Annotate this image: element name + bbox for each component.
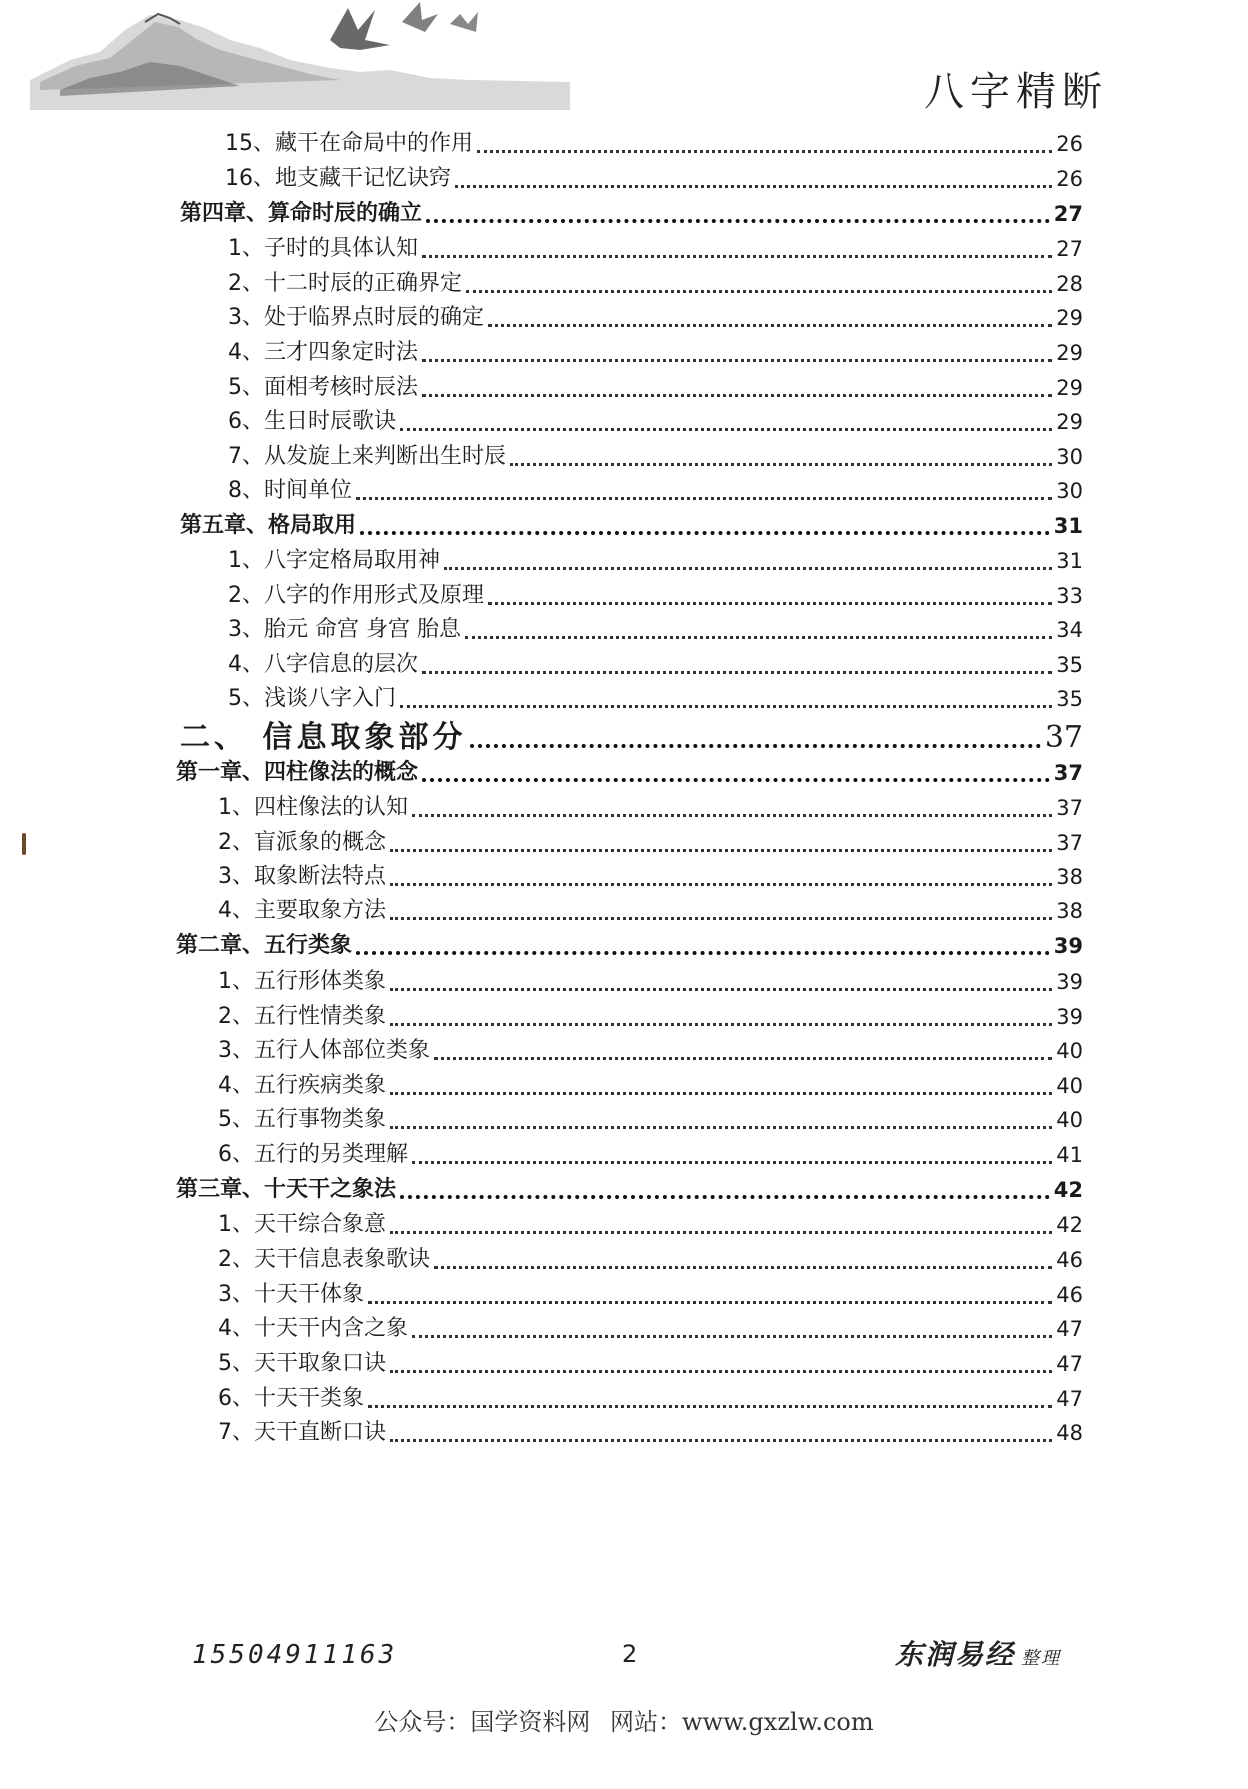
- toc-entry-page: 38: [1056, 865, 1083, 889]
- toc-entry-title: 8、时间单位: [228, 478, 352, 503]
- toc-entry-title: 第四章、算命时辰的确立: [180, 201, 423, 226]
- toc-leader-dots: [390, 1022, 1052, 1026]
- toc-entry-title: 3、取象断法特点: [218, 864, 386, 889]
- toc-entry-title: 3、五行人体部位类象: [218, 1038, 430, 1063]
- toc-entry-title: 1、八字定格局取用神: [228, 548, 440, 573]
- toc-entry-title: 1、五行形体类象: [218, 969, 386, 994]
- toc-part-entry[interactable]: [180, 718, 1083, 758]
- toc-entry-title: 3、十天干体象: [218, 1282, 364, 1307]
- toc-leader-dots: [455, 184, 1052, 188]
- toc-section-entry[interactable]: [228, 302, 1083, 334]
- book-title: 八字精断: [924, 69, 1108, 115]
- toc-entry-title: 5、浅谈八字入门: [228, 686, 396, 711]
- toc-leader-dots: [444, 566, 1052, 570]
- toc-entry-title: 第二章、五行类象: [176, 933, 353, 958]
- toc-chapter-entry[interactable]: [176, 1174, 1083, 1206]
- toc-section-entry[interactable]: [225, 163, 1083, 195]
- toc-entry-title: 2、盲派象的概念: [218, 830, 386, 855]
- toc-section-entry[interactable]: [218, 861, 1083, 893]
- toc-entry-title: 2、八字的作用形式及原理: [228, 583, 484, 608]
- toc-section-entry[interactable]: [218, 1001, 1083, 1033]
- wechat-account: 公众号：国学资料网: [374, 1708, 591, 1736]
- toc-entry-page: 26: [1056, 132, 1083, 156]
- toc-leader-dots: [422, 777, 1050, 782]
- toc-leader-dots: [470, 743, 1040, 748]
- website-link[interactable]: 网站：www.gxzlw.com: [610, 1708, 874, 1736]
- toc-entry-page: 35: [1056, 653, 1083, 677]
- toc-entry-page: 39: [1056, 1005, 1083, 1029]
- toc-leader-dots: [390, 1369, 1052, 1373]
- toc-leader-dots: [477, 149, 1052, 153]
- toc-entry-title: 第五章、格局取用: [180, 513, 357, 538]
- toc-entry-page: 27: [1056, 237, 1083, 261]
- toc-leader-dots: [426, 218, 1050, 223]
- toc-leader-dots: [466, 289, 1052, 293]
- toc-leader-dots: [422, 254, 1052, 258]
- toc-entry-page: 40: [1056, 1039, 1083, 1063]
- toc-section-entry[interactable]: [218, 1244, 1083, 1276]
- toc-section-entry[interactable]: [228, 337, 1083, 369]
- toc-entry-page: 29: [1056, 306, 1083, 330]
- toc-entry-title: 16、地支藏干记忆诀窍: [225, 166, 451, 191]
- toc-leader-dots: [390, 848, 1052, 852]
- toc-entry-title: 7、从发旋上来判断出生时辰: [228, 444, 506, 469]
- toc-entry-title: 4、五行疾病类象: [218, 1073, 386, 1098]
- toc-leader-dots: [465, 635, 1052, 639]
- toc-leader-dots: [368, 1404, 1052, 1408]
- toc-entry-title: 4、十天干内含之象: [218, 1316, 408, 1341]
- toc-entry-title: 6、生日时辰歌诀: [228, 409, 396, 434]
- toc-entry-page: 29: [1056, 410, 1083, 434]
- toc-entry-page: 33: [1056, 584, 1083, 608]
- toc-entry-title: 4、三才四象定时法: [228, 340, 418, 365]
- toc-entry-page: 46: [1056, 1283, 1083, 1307]
- toc-leader-dots: [422, 393, 1052, 397]
- toc-entry-title: 4、主要取象方法: [218, 898, 386, 923]
- toc-section-entry[interactable]: [218, 1139, 1083, 1171]
- toc-entry-page: 30: [1056, 479, 1083, 503]
- toc-entry-page: 39: [1053, 934, 1083, 958]
- toc-leader-dots: [356, 950, 1050, 955]
- toc-section-entry[interactable]: [218, 1104, 1083, 1136]
- toc-entry-title: 第一章、四柱像法的概念: [176, 760, 419, 785]
- toc-section-entry[interactable]: [218, 1209, 1083, 1241]
- toc-entry-page: 42: [1053, 1178, 1083, 1202]
- toc-section-entry[interactable]: [228, 614, 1083, 646]
- toc-entry-title: 2、五行性情类象: [218, 1004, 386, 1029]
- phone-number: 15504911163: [192, 1640, 398, 1670]
- toc-leader-dots: [390, 916, 1052, 920]
- toc-section-entry[interactable]: [218, 966, 1083, 998]
- toc-entry-title: 1、四柱像法的认知: [218, 795, 408, 820]
- toc-leader-dots: [412, 1334, 1052, 1338]
- toc-section-entry[interactable]: [228, 406, 1083, 438]
- toc-leader-dots: [488, 601, 1052, 605]
- toc-leader-dots: [434, 1265, 1052, 1269]
- toc-entry-title: 1、天干综合象意: [218, 1212, 386, 1237]
- toc-entry-title: 5、面相考核时辰法: [228, 375, 418, 400]
- toc-section-entry[interactable]: [228, 545, 1083, 577]
- toc-entry-title: 4、八字信息的层次: [228, 652, 418, 677]
- toc-entry-page: 40: [1056, 1108, 1083, 1132]
- toc-entry-page: 29: [1056, 341, 1083, 365]
- toc-leader-dots: [434, 1056, 1052, 1060]
- toc-entry-page: 28: [1056, 272, 1083, 296]
- toc-leader-dots: [390, 1438, 1052, 1442]
- toc-entry-title: 第三章、十天干之象法: [176, 1177, 397, 1202]
- toc-section-entry[interactable]: [218, 1348, 1083, 1380]
- toc-entry-page: 29: [1056, 376, 1083, 400]
- toc-entry-page: 35: [1056, 687, 1083, 711]
- page-number: 2: [622, 1640, 638, 1668]
- toc-entry-page: 40: [1056, 1074, 1083, 1098]
- toc-section-entry[interactable]: [228, 233, 1083, 265]
- toc-entry-page: 38: [1056, 899, 1083, 923]
- toc-entry-title: 5、天干取象口诀: [218, 1351, 386, 1376]
- toc-section-entry[interactable]: [228, 475, 1083, 507]
- toc-leader-dots: [356, 496, 1052, 500]
- toc-section-entry[interactable]: [218, 827, 1083, 859]
- toc-chapter-entry[interactable]: [176, 757, 1083, 789]
- toc-leader-dots: [400, 704, 1052, 708]
- toc-section-entry[interactable]: [228, 268, 1083, 300]
- toc-leader-dots: [390, 987, 1052, 991]
- toc-entry-title: 15、藏干在命局中的作用: [225, 131, 473, 156]
- toc-entry-page: 41: [1056, 1143, 1083, 1167]
- toc-leader-dots: [412, 813, 1052, 817]
- toc-entry-title: 7、天干直断口诀: [218, 1420, 386, 1445]
- toc-entry-page: 47: [1056, 1387, 1083, 1411]
- toc-leader-dots: [360, 530, 1050, 535]
- toc-entry-page: 34: [1056, 618, 1083, 642]
- publisher-name: 东润易经: [895, 1638, 1016, 1671]
- toc-entry-title: 3、胎元 命宫 身宫 胎息: [228, 617, 461, 642]
- toc-leader-dots: [390, 1091, 1052, 1095]
- toc-chapter-entry[interactable]: [176, 930, 1083, 962]
- toc-leader-dots: [390, 882, 1052, 886]
- toc-section-entry[interactable]: [218, 1035, 1083, 1067]
- toc-section-entry[interactable]: [218, 1383, 1083, 1415]
- toc-section-entry[interactable]: [218, 1313, 1083, 1345]
- toc-leader-dots: [400, 427, 1052, 431]
- source-watermark: [0, 1702, 1248, 1737]
- toc-leader-dots: [390, 1230, 1052, 1234]
- toc-entry-title: 1、子时的具体认知: [228, 236, 418, 261]
- toc-section-entry[interactable]: [228, 683, 1083, 715]
- toc-section-entry[interactable]: [218, 1417, 1083, 1449]
- toc-entry-page: 37: [1056, 796, 1083, 820]
- toc-leader-dots: [422, 670, 1052, 674]
- toc-section-entry[interactable]: [218, 1279, 1083, 1311]
- toc-entry-page: 46: [1056, 1248, 1083, 1272]
- toc-entry-title: 2、十二时辰的正确界定: [228, 271, 462, 296]
- toc-section-entry[interactable]: [228, 372, 1083, 404]
- publisher-note: 整理: [1021, 1648, 1062, 1669]
- toc-entry-page: 31: [1053, 514, 1083, 538]
- toc-entry-title: 2、天干信息表象歌诀: [218, 1247, 430, 1272]
- toc-section-entry[interactable]: [228, 649, 1083, 681]
- toc-chapter-entry[interactable]: [180, 510, 1083, 542]
- toc-leader-dots: [510, 462, 1052, 466]
- toc-entry-page: 37: [1053, 761, 1083, 785]
- toc-leader-dots: [422, 358, 1052, 362]
- toc-leader-dots: [368, 1300, 1052, 1304]
- toc-leader-dots: [390, 1125, 1052, 1129]
- toc-section-entry[interactable]: [228, 441, 1083, 473]
- toc-leader-dots: [400, 1194, 1050, 1199]
- publisher-signature: [895, 1633, 1061, 1673]
- toc-section-entry[interactable]: [228, 580, 1083, 612]
- toc-entry-title: 6、十天干类象: [218, 1386, 364, 1411]
- toc-leader-dots: [412, 1160, 1052, 1164]
- toc-entry-page: 42: [1056, 1213, 1083, 1237]
- toc-entry-page: 47: [1056, 1352, 1083, 1376]
- toc-entry-page: 39: [1056, 970, 1083, 994]
- toc-section-entry[interactable]: [225, 128, 1083, 160]
- toc-entry-page: 31: [1056, 549, 1083, 573]
- toc-entry-title: 3、处于临界点时辰的确定: [228, 305, 484, 330]
- toc-section-entry[interactable]: [218, 895, 1083, 927]
- toc-entry-page: 37: [1056, 831, 1083, 855]
- toc-entry-page: 26: [1056, 167, 1083, 191]
- toc-entry-page: 37: [1044, 720, 1083, 755]
- toc-leader-dots: [488, 323, 1052, 327]
- toc-entry-title: 二、 信息取象部分: [180, 720, 467, 755]
- toc-entry-title: 5、五行事物类象: [218, 1107, 386, 1132]
- toc-entry-page: 48: [1056, 1421, 1083, 1445]
- toc-entry-page: 30: [1056, 445, 1083, 469]
- toc-entry-page: 27: [1053, 202, 1083, 226]
- toc-section-entry[interactable]: [218, 792, 1083, 824]
- toc-entry-title: 6、五行的另类理解: [218, 1142, 408, 1167]
- toc-entry-page: 47: [1056, 1317, 1083, 1341]
- toc-chapter-entry[interactable]: [180, 198, 1083, 230]
- toc-section-entry[interactable]: [218, 1070, 1083, 1102]
